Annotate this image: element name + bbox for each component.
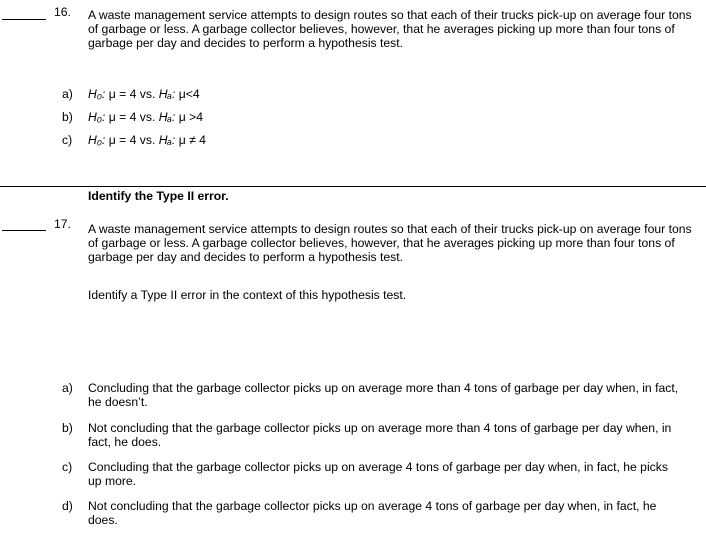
question-number-16: 16. <box>54 5 71 19</box>
option-text: H₀: μ = 4 vs. Hₐ: μ ≠ 4 <box>88 133 206 147</box>
option-text: H₀: μ = 4 vs. Hₐ: μ<4 <box>88 87 200 101</box>
option-label: b) <box>62 110 73 124</box>
option-text: Concluding that the garbage collector picks up on average 4 tons of garbage per day when, in fact, he picks up more. <box>88 460 668 488</box>
option-label: a) <box>62 381 73 395</box>
option-label: c) <box>62 133 73 147</box>
answer-blank-17 <box>2 230 46 231</box>
question-17-prompt: Identify a Type II error in the context of this hypothesis test. <box>88 288 407 302</box>
option-text: Not concluding that the garbage collector picks up on average more than 4 tons of garbage per day when, in fact, he does. <box>88 421 672 449</box>
option-label: d) <box>62 499 73 513</box>
option-text: Concluding that the garbage collector picks up on average more than 4 tons of garbage per day when, in fact, he doesn’t. <box>88 381 679 409</box>
answer-blank-16 <box>2 19 46 20</box>
question-17-stem: A waste management service attempts to design routes so that each of their trucks pick-up on average four tons of garbage or less. A garbage collector believes, however, that he averages picking up more than four tons of garbage per day and decides to perform a hypothesis test. <box>88 222 692 264</box>
option-text: Not concluding that the garbage collector picks up on average 4 tons of garbage per day when, in fact, he does. <box>88 499 657 527</box>
section-divider <box>0 186 706 187</box>
option-label: a) <box>62 87 73 101</box>
option-text: H₀: μ = 4 vs. Hₐ: μ >4 <box>88 110 204 124</box>
option-label: c) <box>62 460 73 474</box>
section-heading: Identify the Type II error. <box>88 189 229 203</box>
question-number-17: 17. <box>54 217 71 231</box>
option-label: b) <box>62 421 73 435</box>
question-16-stem: A waste management service attempts to design routes so that each of their trucks pick-up on average four tons of garbage or less. A garbage collector believes, however, that he averages picking up more than four tons of garbage per day and decides to perform a hypothesis test. <box>88 8 692 50</box>
